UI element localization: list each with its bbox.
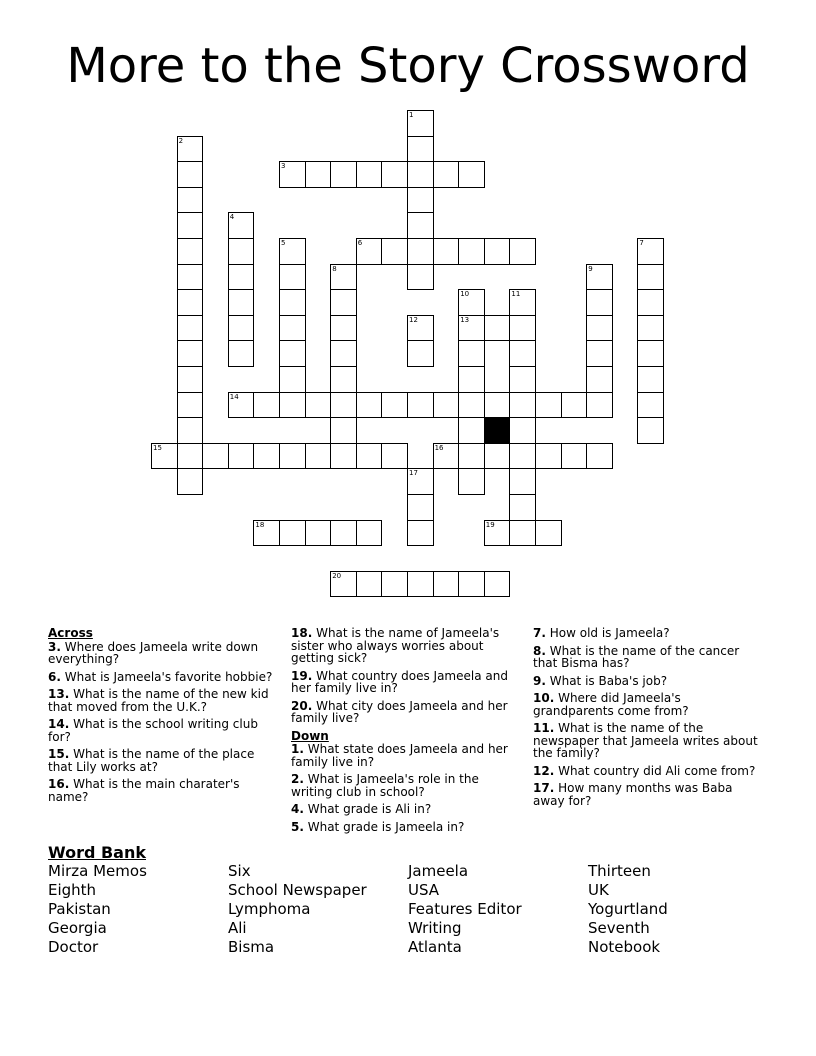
- grid-cell[interactable]: [253, 392, 280, 419]
- clue-number: 4: [229, 213, 235, 222]
- down-heading: Down: [291, 728, 329, 743]
- grid-cell[interactable]: [279, 392, 306, 419]
- puzzle-title: More to the Story Crossword: [66, 38, 750, 94]
- grid-cell[interactable]: [407, 264, 434, 291]
- grid-cell[interactable]: [330, 161, 357, 188]
- grid-cell[interactable]: [279, 161, 306, 188]
- grid-cell[interactable]: [177, 340, 204, 367]
- grid-cell[interactable]: [407, 212, 434, 239]
- grid-cell[interactable]: [228, 392, 255, 419]
- word-bank-item: USA: [408, 881, 440, 899]
- grid-cell[interactable]: [279, 443, 306, 470]
- grid-cell[interactable]: [177, 315, 204, 342]
- clue-item-number: 4.: [291, 802, 304, 816]
- word-bank-column-4: [588, 862, 668, 957]
- grid-cell[interactable]: [356, 238, 383, 265]
- clue-item-number: 9.: [533, 673, 546, 688]
- grid-cell[interactable]: [484, 238, 511, 265]
- grid-cell[interactable]: [330, 340, 357, 367]
- clue-item: [291, 803, 523, 816]
- clue-item: [291, 773, 523, 798]
- grid-cell[interactable]: [509, 443, 536, 470]
- word-bank-column-1: [48, 862, 147, 957]
- clue-item-text: What is Jameela's role in the writing club in school?: [291, 772, 479, 799]
- word-bank-title: Word Bank: [48, 843, 147, 862]
- grid-cell[interactable]: [433, 443, 460, 470]
- grid-cell[interactable]: [407, 161, 434, 188]
- grid-cell[interactable]: [458, 366, 485, 393]
- grid-cell[interactable]: [586, 264, 613, 291]
- grid-cell[interactable]: [407, 315, 434, 342]
- clue-item: [291, 743, 523, 768]
- word-bank-item: Bisma: [228, 938, 275, 956]
- grid-cell[interactable]: [535, 392, 562, 419]
- grid-cell[interactable]: [279, 520, 306, 547]
- clue-item-number: 10.: [533, 691, 555, 705]
- grid-cell[interactable]: [177, 443, 204, 470]
- grid-cell[interactable]: [177, 417, 204, 444]
- clue-item-text: What city does Jameela and her family live?: [291, 698, 508, 725]
- grid-cell[interactable]: [177, 468, 204, 495]
- clue-item-number: 8.: [533, 643, 546, 658]
- grid-cell[interactable]: [637, 238, 664, 265]
- grid-cell[interactable]: [381, 443, 408, 470]
- grid-cell[interactable]: [356, 520, 383, 547]
- grid-cell[interactable]: [279, 264, 306, 291]
- clue-item-text: What grade is Ali in?: [303, 802, 432, 816]
- grid-cell[interactable]: [509, 289, 536, 316]
- grid-cell[interactable]: [330, 392, 357, 419]
- clue-item-number: 6.: [48, 669, 61, 684]
- grid-cell[interactable]: [484, 443, 511, 470]
- grid-cell[interactable]: [228, 289, 255, 316]
- grid-cell[interactable]: [330, 366, 357, 393]
- grid-cell[interactable]: [177, 136, 204, 163]
- clue-number: 12: [409, 315, 418, 324]
- grid-cell[interactable]: [458, 289, 485, 316]
- word-bank-item: Eighth: [48, 881, 97, 899]
- grid-cell[interactable]: [177, 264, 204, 291]
- clue-item-number: 15.: [48, 747, 70, 761]
- clue-item-text: What is the name of the new kid that moved from the U.K.?: [48, 687, 269, 714]
- clue-item-number: 3.: [48, 639, 61, 654]
- clue-item-text: What is Jameela's favorite hobbie?: [60, 669, 273, 684]
- grid-cell[interactable]: [535, 520, 562, 547]
- grid-cell[interactable]: [330, 417, 357, 444]
- grid-cell[interactable]: [330, 289, 357, 316]
- grid-cell[interactable]: [586, 340, 613, 367]
- clue-item: [533, 675, 765, 688]
- grid-cell[interactable]: [637, 315, 664, 342]
- grid-cell[interactable]: [202, 443, 229, 470]
- word-bank-item: Pakistan: [48, 900, 111, 918]
- grid-cell[interactable]: [509, 468, 536, 495]
- clue-number: 19: [485, 520, 495, 529]
- word-bank-item: Six: [228, 862, 251, 880]
- word-bank-column-3: [408, 862, 522, 957]
- clue-number: 16: [434, 443, 444, 452]
- grid-cell[interactable]: [253, 520, 280, 547]
- grid-cell[interactable]: [330, 520, 357, 547]
- grid-cell[interactable]: [484, 315, 511, 342]
- grid-cell[interactable]: [407, 468, 434, 495]
- grid-cell[interactable]: [586, 315, 613, 342]
- grid-cell[interactable]: [458, 315, 485, 342]
- word-bank-item: Doctor: [48, 938, 99, 956]
- clue-number: 3: [281, 162, 286, 171]
- clue-item-text: What is the main charater's name?: [48, 777, 240, 804]
- grid-cell[interactable]: [509, 238, 536, 265]
- grid-cell[interactable]: [509, 494, 536, 521]
- grid-cell[interactable]: [177, 187, 204, 214]
- grid-cell[interactable]: [458, 443, 485, 470]
- clue-item-number: 14.: [48, 717, 70, 731]
- clue-number: 13: [460, 315, 470, 324]
- grid-cell[interactable]: [484, 520, 511, 547]
- grid-cell[interactable]: [586, 443, 613, 470]
- grid-cell[interactable]: [279, 340, 306, 367]
- grid-cell[interactable]: [586, 289, 613, 316]
- grid-cell[interactable]: [177, 366, 204, 393]
- grid-cell[interactable]: [151, 443, 178, 470]
- clue-item: [48, 641, 280, 666]
- word-bank-item: Ali: [228, 919, 247, 937]
- grid-cell[interactable]: [637, 289, 664, 316]
- grid-cell[interactable]: [228, 315, 255, 342]
- clue-item-number: 16.: [48, 777, 70, 791]
- grid-cell[interactable]: [356, 443, 383, 470]
- clue-item: [533, 765, 765, 778]
- grid-cell[interactable]: [279, 289, 306, 316]
- clue-item: [291, 670, 523, 695]
- clue-number: 9: [588, 264, 593, 273]
- clue-item-text: What is the name of the cancer that Bisma has?: [533, 643, 740, 670]
- grid-cell[interactable]: [637, 340, 664, 367]
- grid-cell[interactable]: [637, 264, 664, 291]
- clue-item: [533, 692, 765, 717]
- grid-cell[interactable]: [228, 238, 255, 265]
- grid-cell[interactable]: [458, 238, 485, 265]
- grid-cell[interactable]: [484, 571, 511, 598]
- clue-item-text: How old is Jameela?: [545, 626, 670, 640]
- clue-item-number: 17.: [533, 781, 555, 795]
- grid-cell[interactable]: [330, 264, 357, 291]
- clue-number: 11: [511, 290, 521, 299]
- clue-item: [48, 718, 280, 743]
- clue-item-number: 18.: [291, 626, 313, 640]
- grid-cell[interactable]: [484, 392, 511, 419]
- grid-cell[interactable]: [458, 571, 485, 598]
- clue-item: [48, 748, 280, 773]
- grid-cell[interactable]: [305, 520, 332, 547]
- grid-cell[interactable]: [228, 340, 255, 367]
- clue-item-text: What is Baba's job?: [545, 673, 668, 688]
- clue-number: 6: [357, 239, 363, 247]
- clues-column-2: [291, 627, 523, 838]
- grid-cell[interactable]: [330, 571, 357, 598]
- grid-cell[interactable]: [356, 161, 383, 188]
- grid-cell[interactable]: [509, 340, 536, 367]
- word-bank-item: Atlanta: [408, 938, 462, 956]
- word-bank-item: Seventh: [588, 919, 650, 937]
- grid-cell[interactable]: [228, 264, 255, 291]
- clue-number: 17: [409, 469, 418, 478]
- word-bank-item: Mirza Memos: [48, 862, 147, 880]
- grid-cell[interactable]: [381, 392, 408, 419]
- grid-cell[interactable]: [330, 315, 357, 342]
- grid-cell[interactable]: [433, 392, 460, 419]
- clue-item: [533, 722, 765, 760]
- grid-cell[interactable]: [535, 443, 562, 470]
- grid-cell[interactable]: [407, 238, 434, 265]
- word-bank-item: Features Editor: [408, 900, 522, 918]
- grid-cell[interactable]: [305, 392, 332, 419]
- clue-item-number: 20.: [291, 698, 313, 713]
- grid-cell[interactable]: [509, 520, 536, 547]
- word-bank-item: Thirteen: [588, 862, 651, 880]
- clues-column-3: [533, 627, 765, 812]
- clue-item-text: What state does Jameela and her family live in?: [291, 742, 508, 769]
- grid-cell[interactable]: [458, 468, 485, 495]
- clue-item-text: Where does Jameela write down everything?: [48, 639, 259, 666]
- clue-item-number: 11.: [533, 721, 555, 735]
- clue-item-text: How many months was Baba away for?: [533, 781, 733, 808]
- clue-item-text: What is the name of Jameela's sister who always worries about getting sick?: [291, 626, 500, 665]
- clue-item-number: 12.: [533, 763, 555, 778]
- clue-item-text: What is the name of the newspaper that Jameela writes about the family?: [533, 721, 758, 760]
- clue-item-text: What country did Ali come from?: [554, 763, 756, 778]
- grid-cell[interactable]: [407, 340, 434, 367]
- clue-item: [48, 671, 280, 684]
- grid-cell[interactable]: [458, 417, 485, 444]
- clue-number: 15: [153, 443, 162, 452]
- grid-cell[interactable]: [586, 392, 613, 419]
- clue-item: [533, 645, 765, 670]
- word-bank-item: School Newspaper: [228, 881, 367, 899]
- grid-cell[interactable]: [381, 238, 408, 265]
- word-bank-item: Writing: [408, 919, 462, 937]
- clue-number: 5: [281, 239, 286, 247]
- clue-number: 10: [460, 290, 470, 299]
- clue-item: [533, 627, 765, 640]
- grid-cell[interactable]: [509, 315, 536, 342]
- grid-cell[interactable]: [458, 161, 485, 188]
- clue-item-text: What country does Jameela and her family live in?: [291, 668, 508, 695]
- word-bank-item: UK: [588, 881, 609, 899]
- across-heading: Across: [48, 626, 93, 640]
- grid-cell[interactable]: [279, 366, 306, 393]
- clue-item: [291, 700, 523, 725]
- grid-cell[interactable]: [458, 340, 485, 367]
- grid-cell[interactable]: [433, 238, 460, 265]
- clue-item: [48, 688, 280, 713]
- grid-cell[interactable]: [279, 238, 306, 265]
- clue-item-number: 1.: [291, 742, 304, 756]
- clue-item-number: 5.: [291, 819, 304, 834]
- grid-cell[interactable]: [228, 443, 255, 470]
- clue-number: 20: [332, 571, 342, 580]
- clue-item: [533, 782, 765, 807]
- grid-cell[interactable]: [637, 366, 664, 393]
- word-bank-item: Yogurtland: [588, 900, 668, 918]
- grid-cell[interactable]: [458, 392, 485, 419]
- clue-item-text: What is the name of the place that Lily works at?: [48, 747, 255, 774]
- clues-column-1: [48, 627, 280, 808]
- clue-item-number: 19.: [291, 668, 313, 683]
- grid-cell[interactable]: [407, 520, 434, 547]
- word-bank-item: Georgia: [48, 919, 107, 937]
- grid-cell[interactable]: [305, 443, 332, 470]
- clue-item-number: 13.: [48, 687, 70, 701]
- grid-cell[interactable]: [177, 238, 204, 265]
- clue-number: 8: [332, 264, 337, 273]
- clue-item: [48, 778, 280, 803]
- grid-cell[interactable]: [407, 392, 434, 419]
- word-bank-item: Jameela: [408, 862, 469, 880]
- grid-cell[interactable]: [407, 571, 434, 598]
- grid-cell[interactable]: [561, 443, 588, 470]
- clue-item-number: 2.: [291, 772, 304, 786]
- grid-cell[interactable]: [356, 571, 383, 598]
- black-cell: [484, 417, 511, 444]
- clue-number: 14: [229, 392, 239, 401]
- clue-item-number: 7.: [533, 626, 546, 640]
- grid-cell[interactable]: [407, 110, 434, 137]
- grid-cell[interactable]: [253, 443, 280, 470]
- grid-cell[interactable]: [509, 366, 536, 393]
- grid-cell[interactable]: [407, 136, 434, 163]
- grid-cell[interactable]: [509, 417, 536, 444]
- clue-item: [291, 821, 523, 834]
- clue-number: 7: [639, 239, 644, 247]
- clue-item: [291, 627, 523, 665]
- grid-cell[interactable]: [177, 212, 204, 239]
- grid-cell[interactable]: [433, 161, 460, 188]
- grid-cell[interactable]: [177, 289, 204, 316]
- grid-cell[interactable]: [381, 161, 408, 188]
- grid-cell[interactable]: [407, 187, 434, 214]
- grid-cell[interactable]: [279, 315, 306, 342]
- grid-cell[interactable]: [637, 417, 664, 444]
- word-bank-item: Lymphoma: [228, 900, 311, 918]
- clue-number: 18: [255, 520, 265, 529]
- grid-cell[interactable]: [509, 392, 536, 419]
- grid-cell[interactable]: [177, 161, 204, 188]
- clue-number: 2: [178, 136, 184, 145]
- word-bank-item: Notebook: [588, 938, 661, 956]
- clue-number: 1: [409, 111, 414, 119]
- grid-cell[interactable]: [228, 212, 255, 239]
- grid-cell[interactable]: [433, 571, 460, 598]
- grid-cell[interactable]: [407, 494, 434, 521]
- clue-item-text: Where did Jameela's grandparents come from?: [533, 691, 689, 718]
- grid-cell[interactable]: [356, 392, 383, 419]
- grid-cell[interactable]: [637, 392, 664, 419]
- grid-cell[interactable]: [177, 392, 204, 419]
- clue-item-text: What is the school writing club for?: [48, 717, 258, 744]
- grid-cell[interactable]: [305, 161, 332, 188]
- grid-cell[interactable]: [381, 571, 408, 598]
- grid-cell[interactable]: [561, 392, 588, 419]
- word-bank-column-2: [228, 862, 367, 957]
- grid-cell[interactable]: [330, 443, 357, 470]
- grid-cell[interactable]: [586, 366, 613, 393]
- clue-item-text: What grade is Jameela in?: [303, 819, 465, 834]
